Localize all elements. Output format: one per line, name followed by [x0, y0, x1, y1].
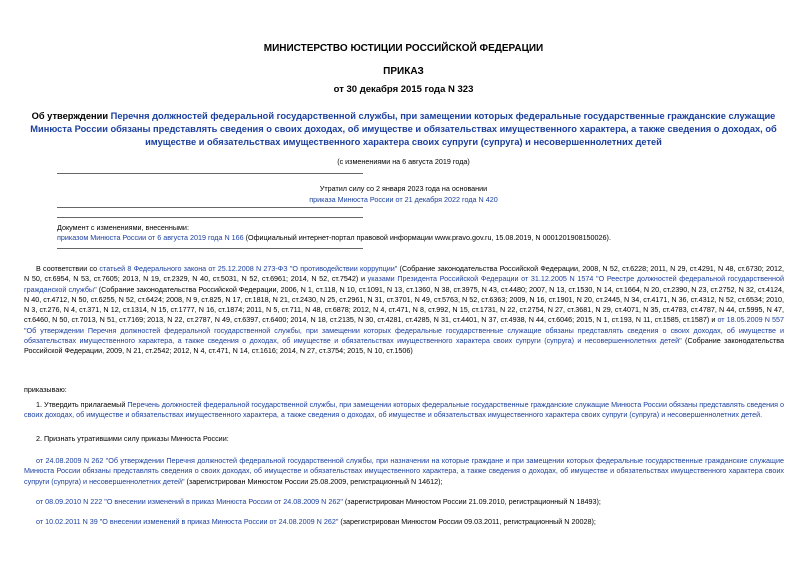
decree-link[interactable]: указами Президента Российской Федерации от 31.12.2005 N 1574 "О Реестре должностей федеральной государственной гражданской службы": [24, 274, 784, 294]
divider: [57, 207, 363, 208]
title-prefix: Об утверждении: [31, 111, 111, 121]
divider: [57, 173, 363, 174]
law-link[interactable]: статьей 8 Федерального закона от 25.12.2008 N 273-ФЗ "О противодействии коррупции": [99, 264, 398, 273]
item-2: 2. Признать утратившими силу приказы Минюста России:: [36, 434, 229, 443]
preamble-text: (Собрание законодательства Российской Федерации, 2006, N 1, ст.118, N 10, ст.1091, N 13, ст.1360, N 38, ст.3975, N 43, ст.4480; 2007, N 13, ст.1530, N 14, ст.1664, N 20, ст.2390, N 23, ст.2752, N 32, ст.4124, N 40, ст.4712, N 50, ст.6255, N 52, ст.6424; 2008, N 9, ст.825, N 17, ст.1818, N 21, ст.2430, N 25, ст.2961, N 31, ст.3701, N 49, ст.5763, N 52, ст.6363; 2009, N 16, ст.1901, N 20, ст.2445, N 34, ст.4171, N 36, ст.4312, N 52, ст.6534; 2010, N 3, ст.276, N 4, ст.371, N 12, ст.1314, N 15, ст.1777, N 16, ст.1874; 2011, N 5, ст.711, N 48, ст.6878; 2012, N 4, ст.471, N 8, ст.992, N 15, ст.1731, N 22, ст.2754, N 27, ст.3681, N 29, ст.4071, N 35, ст.4783, ст.4787, N 44, ст.5995, N 47, ст.6460, N 50, ст.7013, N 51, ст.7169; 2013, N 22, ст.2787, N 49, ст.6397, ст.6400; 2014, N 18, ст.2135, N 30, ст.4281, ст.4285, N 31, ст.4401, N 37, ст.4938, N 44, ст.6046; 2015, N 1, ст.193, N 11, ст.1585, ст.1587) и: [24, 284, 784, 325]
repealed-order-link[interactable]: от 24.08.2009 N 262 "Об утверждении Перечня должностей федеральной государственной службы, при назначении на которые граждане и при замещении которых федеральные государственные гражданские служащие Минюста России обязаны представлять сведения о своих доходах, об имуществе и обязательствах имущественного характера, а также сведения о доходах, об имуществе и обязательствах имущественного характера своих супруги (супруга) и несовершеннолетних детей": [24, 456, 784, 486]
repealed-order: [24, 497, 784, 507]
changes-link[interactable]: приказом Минюста России от 6 августа 2019 года N 166: [57, 233, 244, 242]
divider: [57, 217, 363, 218]
document-date-number: от 30 декабря 2015 года N 323: [333, 84, 474, 95]
changes-label: Документ с изменениями, внесенными:: [57, 223, 189, 232]
expired-note: Утратил силу со 2 января 2023 года на основании: [319, 184, 488, 193]
repealed-order: [24, 517, 784, 527]
preamble-text: В соответствии со: [36, 264, 100, 273]
repealed-order-text: (зарегистрирован Минюстом России 25.08.2009, регистрационный N 14612);: [184, 476, 443, 486]
preamble-text: (Собрание законодательства Российской Федерации, 2008, N 52, ст.6228; 2011, N 29, ст.4291, N 48, ст.6730; 2012, N 50, ст.6954, N 53, ст.7605; 2013, N 19, ст.2329, N 40, ст.5031, N 52, ст.6961; 2014, N 52, ст.7542) и: [24, 264, 784, 284]
orders-word: приказываю:: [24, 385, 67, 394]
repealed-order-text: (зарегистрирован Минюстом России 09.03.2011, регистрационный N 20028);: [338, 517, 596, 526]
ministry-name: МИНИСТЕРСТВО ЮСТИЦИИ РОССИЙСКОЙ ФЕДЕРАЦИИ: [263, 43, 544, 54]
expired-link[interactable]: приказа Минюста России от 21 декабря 2022 года N 420: [309, 195, 498, 204]
title-link[interactable]: Перечня должностей федеральной государственной службы, при замещении которых федеральные государственные гражданские служащие Минюста России обязаны представлять сведения о своих доходах, об имуществе и обязательствах имущественного характера, а также сведения о доходах, об имуществе и обязательствах имущественного характера своих супруги (супруга) и несовершеннолетних детей: [30, 111, 777, 147]
list-link[interactable]: Перечень должностей федеральной государственной службы, при замещении которых федеральные государственные гражданские служащие Минюста России обязаны представлять сведения о своих доходах, об имуществе и обязательствах имущественного характера, а также сведения о доходах, об имуществе и обязательствах имущественного характера своих супруги (супруга) и несовершеннолетних детей.: [24, 400, 784, 420]
document-type: ПРИКАЗ: [383, 66, 424, 77]
changes-suffix: (Официальный интернет-портал правовой информации www.pravo.gov.ru, 15.08.2019, N 0001201908150026).: [243, 233, 611, 242]
item-1-text: 1. Утвердить прилагаемый: [36, 400, 128, 409]
preamble-paragraph: [24, 264, 784, 357]
divider: [57, 248, 363, 249]
amendment-note: (с изменениями на 6 августа 2019 года): [337, 157, 470, 166]
repealed-order-link[interactable]: от 08.09.2010 N 222 "О внесении изменений в приказ Минюста России от 24.08.2009 N 262": [36, 497, 343, 506]
repealed-order: [24, 456, 784, 487]
document-title: [30, 110, 777, 149]
changes-line: [57, 233, 611, 242]
item-1: [24, 400, 784, 421]
decree-link[interactable]: от 18.05.2009 N 557 "Об утверждении Перечня должностей федеральной государственной службы, при замещении которых федеральные государственные служащие обязаны представлять сведения о своих доходах, об имуществе и обязательствах имущественного характера, а также сведения о доходах, об имуществе и обязательствах имущественного характера своих супруги (супруга) и несовершеннолетних детей": [24, 315, 784, 346]
repealed-order-link[interactable]: от 10.02.2011 N 39 "О внесении изменений в приказ Минюста России от 24.08.2009 N 262": [36, 517, 339, 526]
repealed-order-text: (зарегистрирован Минюстом России 21.09.2010, регистрационный N 18493);: [342, 497, 601, 506]
preamble-text: (Собрание законодательства Российской Федерации, 2009, N 21, ст.2542; 2012, N 4, ст.471, N 14, ст.1616; 2014, N 27, ст.3754; 2015, N 10, ст.1506): [24, 336, 785, 356]
